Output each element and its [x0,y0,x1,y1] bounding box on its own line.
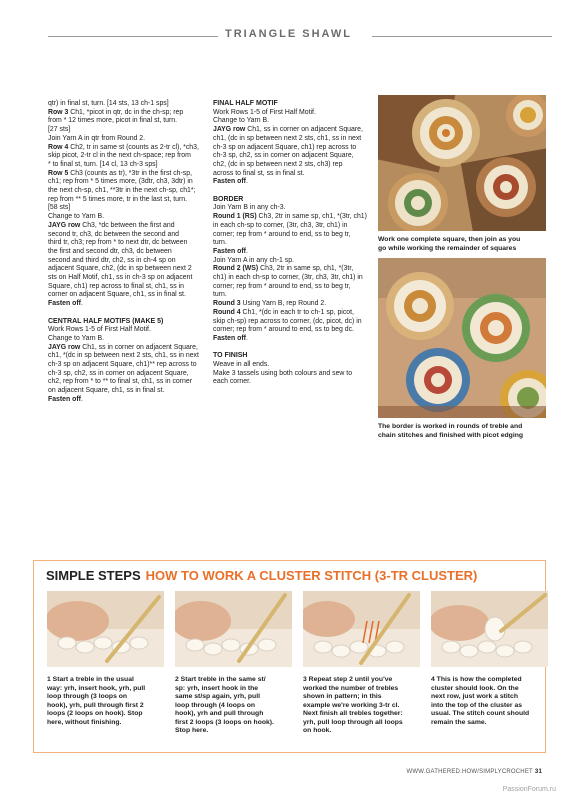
step-text-line: remain the same. [431,718,487,726]
header-rule-right [372,36,552,37]
text-line: corner; rep from * around to end, ss to beg dc. [213,326,354,334]
text-line: Fasten off. [48,395,83,403]
step-text-line: example we're working 3-tr cl. [303,701,400,709]
step-4-photo [431,591,548,667]
text-line: sts on Half Motif, ch1, ss in ch-3 sp on adjacent [48,274,193,282]
shawl-border-photo [378,258,546,418]
text-line: Work Rows 1-5 of First Half Motif. [48,326,151,334]
step-text-line: sp: yrh, insert hook in the [175,684,259,692]
caption-line: chain stitches and finished with picot edging [378,431,524,439]
text-line: ch-3 sp on adjacent Square, ch1)** rep across to [48,361,197,369]
text-line: Fasten off. [213,247,248,255]
text-line: turn. [213,239,227,247]
text-line: Change to Yarn B. [213,117,270,125]
text-line: Fasten off. [213,334,248,342]
step-text-line: hook), yrh and pull through [175,710,264,717]
step-text-line: 3 Repeat step 2 until you've [303,676,393,683]
caption-line: The border is worked in rounds of treble and [378,423,523,430]
text-line: ch1; rep from * 5 times more, (3dtr, ch3, 3dtr) in [48,178,193,186]
step-text-line: into the top of the cluster as [431,701,523,709]
text-line: ch1, (dc in sp between next 2 sts, ch1, ss in next [213,134,362,142]
page-footer [370,769,542,775]
text-line: Row 4 Ch2, tr in same st (counts as 2-tr cl), *ch3, [48,143,199,151]
text-line: Join Yarn A in any ch-1 sp. [213,256,294,264]
watermark: PassionForum.ru [502,786,556,793]
step-text-line: on hook. [303,727,332,734]
text-line: adjacent Square, ch2, (dc in sp between next 2 [48,265,192,273]
text-line: second and third dtr, ch2, ss in ch-4 sp on [48,256,176,264]
section-title: TRIANGLE SHAWL [225,28,352,40]
text-line: Round 1 (RS) Ch3, 2tr in same sp, ch1, *(3tr, ch1) [213,213,367,221]
steps-title-main: HOW TO WORK A CLUSTER STITCH (3-TR CLUSTER) [145,568,478,583]
step-3-photo [303,591,420,667]
text-line: Round 2 (WS) Ch3, 2tr in same sp, ch1, *(3tr, [213,265,354,273]
subheading-to-finish: TO FINISH [213,352,248,360]
step-text-line: Next finish all trebles together: [303,710,403,717]
text-line: ch2, rep from * to ** to final st, ch1, ss in corner [48,378,193,386]
step-text-line: yrh, pull loop through all loops [303,718,403,726]
text-line: Change to Yarn B. [48,213,105,221]
text-line: Weave in all ends. [213,361,270,369]
step-text-line: loops (2 loops on hook). Stop [47,710,143,717]
text-line: ch-3 sp on adjacent Square, ch1) rep across to [213,143,357,151]
simple-steps-title [46,568,477,583]
photo-caption-top [378,236,546,253]
text-line: across to final st, ss in final st. [213,169,305,177]
header-rule-left [48,36,218,37]
photo-caption-bottom [378,423,546,440]
text-line: turn. [213,291,227,299]
text-line: ch1, *(dc in sp between next 2 sts, ch1, ss in next [48,352,199,360]
page-number: 31 [534,769,542,775]
text-line: JAYG row Ch1, ss in corner on adjacent Square, [48,343,198,351]
text-line: each corner. [213,378,251,386]
caption-line: go while working the remainder of squares [378,244,517,252]
text-line: skip ch-sp) rep across to corner, (dc, picot, dc) in [213,317,362,325]
text-line: Join Yarn A in qtr from Round 2. [48,134,146,142]
text-line: Round 3 Using Yarn B, rep Round 2. [213,300,327,308]
text-line: on adjacent Square, ch1, ss in final st. [48,387,165,395]
subheading-border: BORDER [213,195,244,203]
step-1-photo [47,591,164,667]
text-line: [58 sts] [48,204,71,212]
step-text-line: 2 Start treble in the same st/ [175,676,266,683]
text-line: in each ch-sp to corner, (3tr, ch3, 3tr, ch1) in [213,221,348,229]
text-line: Square, ch1) rep across to final st, ch1, ss in [48,282,184,290]
step-text-line: first 2 loops (3 loops on hook). [175,718,274,726]
text-line: Fasten off. [213,178,248,186]
steps-title-prefix: SIMPLE STEPS [46,568,141,583]
text-line: ch-3 sp, ch2, ss in corner on adjacent Square, [213,152,354,160]
text-line: corner on adjacent Square, ch1, ss in final st. [48,291,186,299]
text-line: ch-3 sp, ch2, ss in corner on adjacent Square, [48,369,189,377]
subheading-final-half-motif: FINAL HALF MOTIF [213,100,278,107]
step-text-line: 1 Start a treble in the usual [47,676,134,683]
step-text-line: loop through (4 loops on [175,701,256,709]
text-line: rep from ** 5 times more, tr in the last st, turn. [48,195,188,203]
text-line: Fasten off. [48,300,83,308]
text-line: Row 3 Ch1, *picot in qtr, dc in the ch-sp; rep [48,108,184,116]
shawl-squares-photo [378,95,546,231]
step-2-text [175,676,297,736]
text-line: second tr, ch3, dc between the second and [48,230,180,238]
text-line: from * 12 times more, picot in final st, turn. [48,117,178,125]
text-line: Change to Yarn B. [48,334,105,342]
step-2-photo [175,591,292,667]
text-line: corner; rep from * around to end, ss to beg tr, [213,230,351,238]
text-line: qtr) in final st, turn. [14 sts, 13 ch-1 sps] [48,100,169,107]
step-text-line: loop through (3 loops on [47,693,128,700]
text-line: ch1) in each ch-sp to corner, (3tr, ch3, 3tr, ch1) in [213,274,363,282]
step-text-line: Stop here. [175,727,209,734]
step-text-line: way: yrh, insert hook, yrh, pull [47,684,146,692]
caption-line: Work one complete square, then join as you [378,236,521,243]
step-4-text [431,676,543,727]
text-line: JAYG row Ch1, ss in corner on adjacent Square, [213,126,363,134]
step-text-line: cluster should look. On the [431,684,519,692]
pattern-column-1 [48,100,208,405]
text-line: * to final st, turn. [14 cl, 13 ch-3 sps] [48,160,158,168]
text-line: third tr, ch3; rep from * to next dtr, dc between [48,239,188,247]
text-line: Make 3 tassels using both colours and sew to [213,369,353,377]
text-line: the first and second dtr, ch3, dc between [48,247,172,255]
text-line: ch2, (dc in sp between next 2 sts, ch3) rep [213,160,343,168]
step-text-line: 4 This is how the completed [431,676,522,683]
text-line: Row 5 Ch3 (counts as tr), *3tr in the first ch-sp, [48,169,192,177]
step-3-text [303,676,425,736]
text-line: Join Yarn B in any ch-3. [213,204,286,212]
text-line: skip picot, 2-tr cl in the next ch-space; rep from [48,152,191,160]
pattern-column-2 [213,100,373,387]
text-line: Work Rows 1-5 of First Half Motif. [213,108,316,116]
step-text-line: worked the number of trebles [303,684,399,692]
text-line: Round 4 Ch1, *(dc in each tr to ch-1 sp, picot, [213,308,354,316]
step-text-line: usual. The stitch count should [431,710,530,717]
step-text-line: hook), yrh, pull through first 2 [47,701,144,709]
step-text-line: same st/sp again, yrh, pull [175,693,260,700]
text-line: JAYG row Ch3, *dc between the first and [48,221,175,229]
text-line: the next ch-sp, ch1, **3tr in the next ch-sp, ch1*; [48,187,196,195]
step-text-line: next row, just work a stitch [431,693,518,700]
step-text-line: here, without finishing. [47,718,122,726]
subheading-central-half-motifs: CENTRAL HALF MOTIFS (MAKE 5) [48,317,164,325]
step-text-line: shown in pattern; in this [303,693,382,700]
step-1-text [47,676,169,727]
text-line: corner; rep from * around to end, ss to beg tr, [213,282,351,290]
text-line: [27 sts] [48,126,71,134]
footer-url: WWW.GATHERED.HOW/SIMPLYCROCHET [406,769,533,775]
